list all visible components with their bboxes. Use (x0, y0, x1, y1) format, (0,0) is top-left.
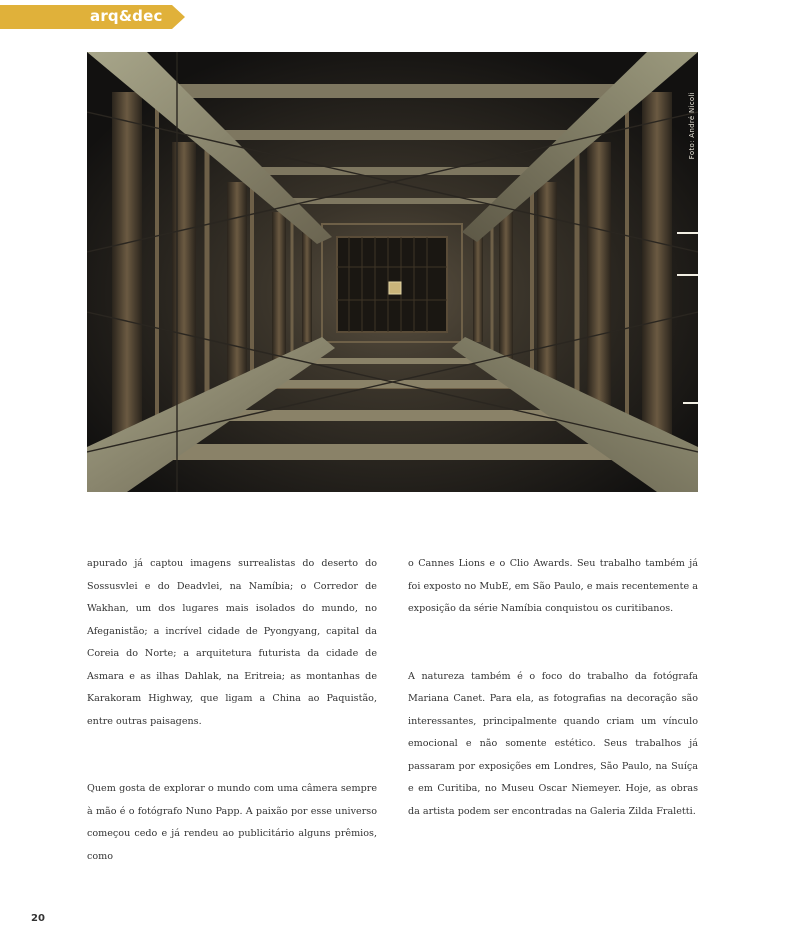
paragraph-gap (408, 621, 698, 666)
article-paragraph: A natureza também é o foco do trabalho da fotógrafa Mariana Canet. Para ela, as fotografias na decoração são interessantes, principalmente quando criam um vínculo emocional e não somente estético. Seus trabalhos já passaram por exposições em Londres, São Paulo, na Suíça e em Curitiba, no Museu Oscar Niemeyer. Hoje, as obras da artista podem ser encontradas na Galeria Zilda Fraletti. (408, 670, 698, 817)
article-column-right (408, 553, 698, 823)
photo-credit: Foto: André Nicoli (688, 92, 696, 160)
scaffolding-photo (87, 52, 698, 492)
section-label: arq&dec (90, 7, 163, 25)
paragraph-gap (87, 733, 377, 778)
article-photo (87, 52, 698, 492)
article-paragraph: Quem gosta de explorar o mundo com uma câmera sempre à mão é o fotógrafo Nuno Papp. A paixão por esse universo começou cedo e já rendeu ao publicitário alguns prêmios, como (87, 783, 377, 862)
article-column-left (87, 553, 377, 868)
article-paragraph: o Cannes Lions e o Clio Awards. Seu trabalho também já foi exposto no MubE, em São Paulo, e mais recentemente a exposição da série Namíbia conquistou os curitibanos. (408, 558, 698, 614)
page-number: 20 (31, 913, 45, 924)
article-paragraph: apurado já captou imagens surrealistas do deserto do Sossusvlei e do Deadvlei, na Namíbia; o Corredor de Wakhan, um dos lugares mais isolados do mundo, no Afeganistão; a incrível cidade de Pyongyang, capital da Coreia do Norte; a arquitetura futurista da cidade de Asmara e as ilhas Dahlak, na Eritreia; as montanhas de Karakoram Highway, que ligam a China ao Paquistão, entre outras paisagens. (87, 558, 377, 727)
